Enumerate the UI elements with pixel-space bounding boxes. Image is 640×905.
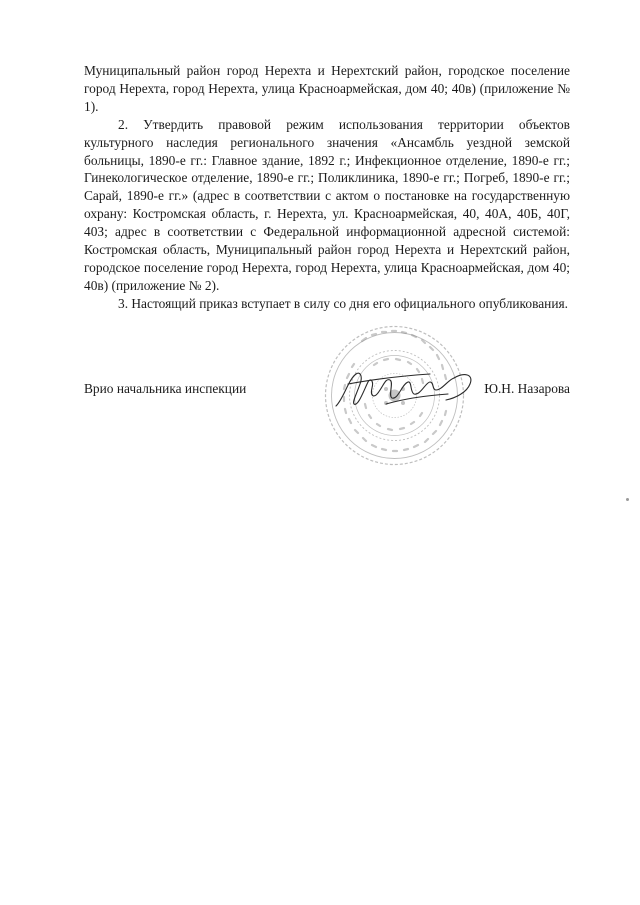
- signer-position: Врио начальника инспекции: [84, 381, 247, 396]
- paragraph-2: 2. Утвердить правовой режим использования территории объектов культурного наследия регионального значения «Ансамбль уездной земской больницы, 1890-е гг.: Главное здание, 1892 г.; Инфекционное отделение, 1890-е гг.; Гинекологическое отделение, 1890-е гг.; Поликлиника, 1890-е гг.; Погреб, 1890-е гг.; Сарай, 1890-е гг.» (адрес в соответствии с актом о постановке на государственную охрану: Костромская область, г. Нерехта, ул. Красноармейская, 40, 40А, 40Б, 40Г, 40З; адрес в соответствии с Федеральной информационной адресной системой: Костромская область, Муниципальный район город Нерехта и Нерехтский район, городское поселение город Нерехта, город Нерехта, улица Красноармейская, дом 40; 40в) (приложение № 2).: [84, 116, 570, 293]
- document-body: [84, 62, 570, 313]
- paragraph-3: 3. Настоящий приказ вступает в силу со дня его официального опубликования.: [118, 295, 568, 311]
- scan-speck: [626, 498, 629, 501]
- handwritten-signature: [330, 360, 480, 420]
- signer-name: Ю.Н. Назарова: [484, 381, 570, 396]
- paragraph-continuation: Муниципальный район город Нерехта и Нерехтский район, городское поселение город Нерехта, город Нерехта, улица Красноармейская, дом 40; 40в) (приложение № 1).: [84, 63, 570, 114]
